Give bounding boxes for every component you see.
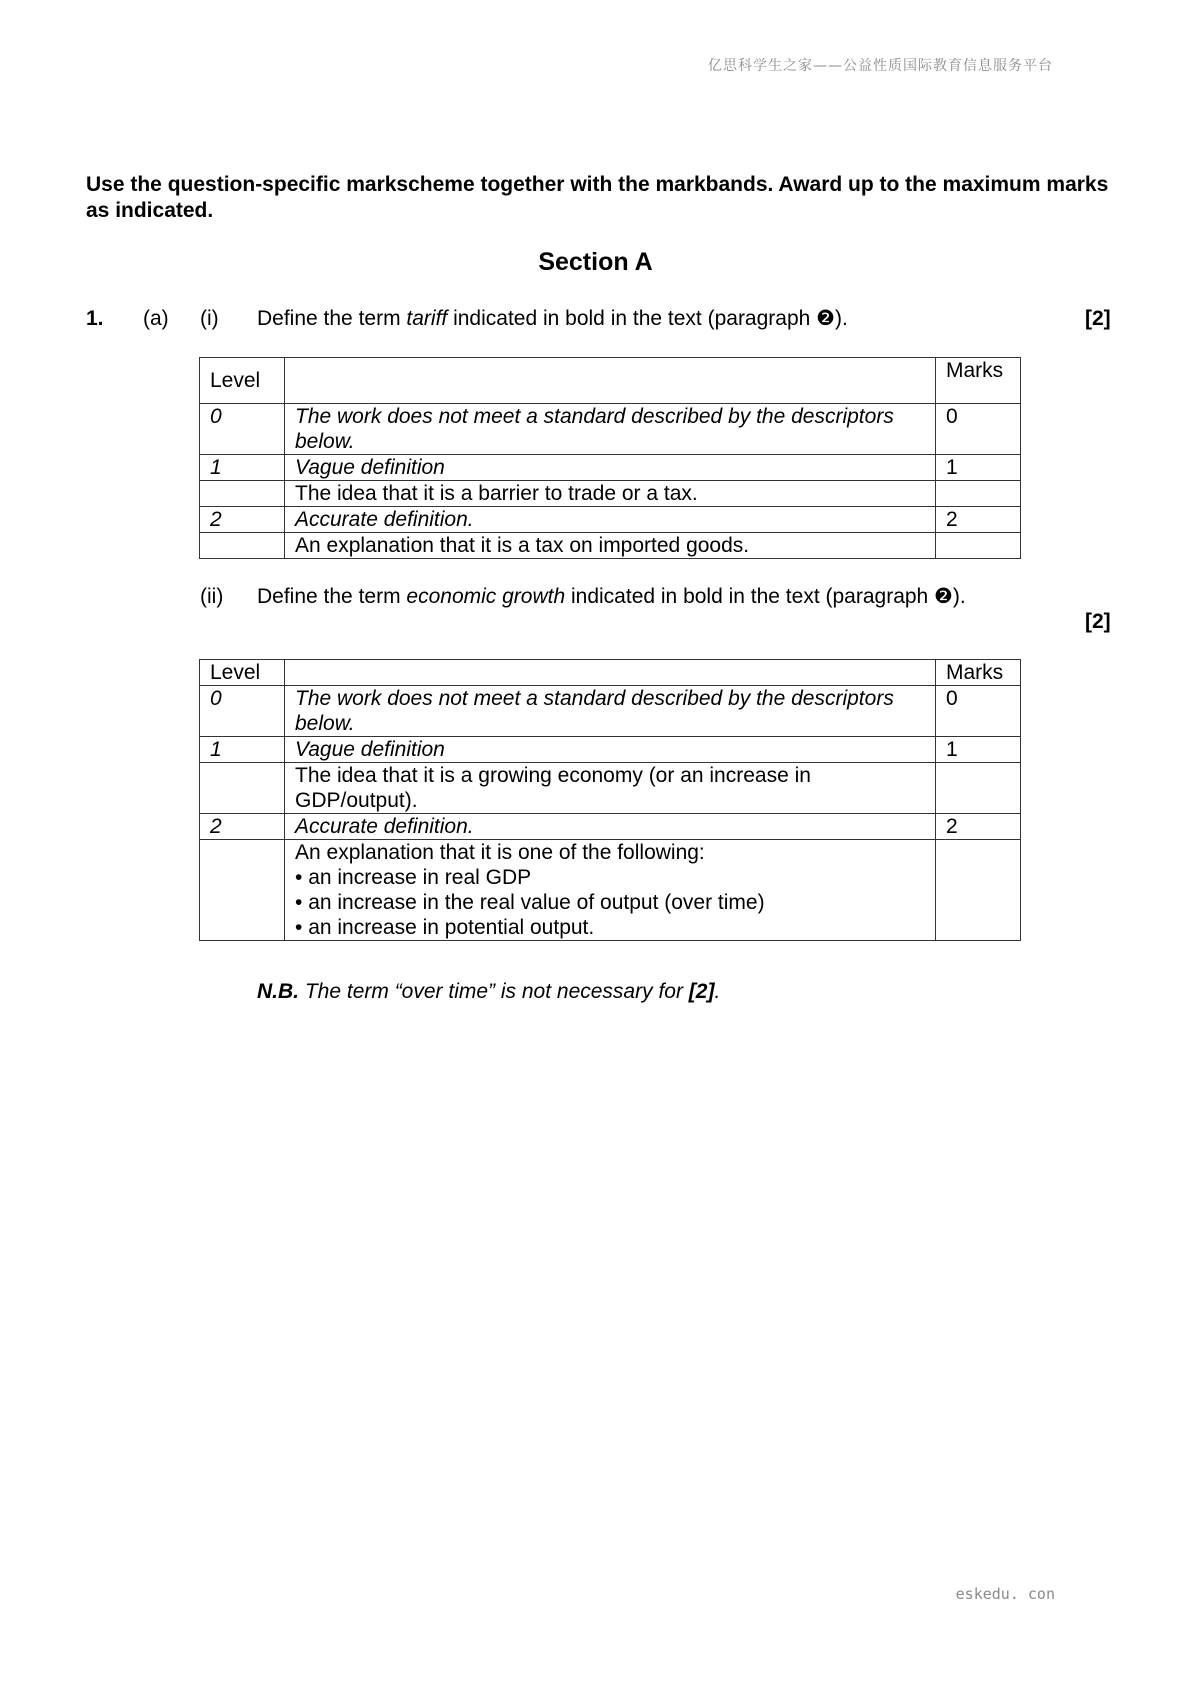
question-text-after: indicated in bold in the text (paragraph ❷). [565,585,966,608]
table-header-row [200,660,1021,686]
watermark-header: 亿思科学生之家——公益性质国际教育信息服务平台 [708,58,1053,74]
row-marks: 2 [936,507,1021,533]
row-level [200,533,285,559]
row-marks: 0 [936,404,1021,455]
watermark-footer: eskedu. con [955,1585,1055,1603]
row-desc-intro: An explanation that it is one of the following: [295,841,705,864]
question-text-before: Define the term [257,585,407,608]
table-row [200,455,1021,481]
row-desc: An explanation that it is a tax on imported goods. [285,533,936,559]
table-row [200,737,1021,763]
table-row [200,840,1021,941]
instruction-text: Use the question-specific markscheme together with the markbands. Award up to the maximum marks as indicated. [86,173,1109,222]
row-desc [285,840,936,941]
row-level: 0 [200,686,285,737]
table-row [200,814,1021,840]
table-header-row [200,358,1021,404]
question-part: (a) [143,307,169,330]
header-level: Level [200,358,285,404]
question-term: tariff [406,307,448,330]
question-number: 1. [86,307,104,330]
question-text-before: Define the term [257,307,407,330]
bullet-item: • an increase in real GDP [295,865,925,890]
note-prefix: N.B. [257,980,299,1003]
note-body: The term “over time” is not necessary for [299,980,689,1003]
row-desc: The idea that it is a barrier to trade or a tax. [285,481,936,507]
table-row [200,686,1021,737]
row-desc: The idea that it is a growing economy (or an increase in GDP/output). [285,763,936,814]
row-level: 1 [200,455,285,481]
row-desc: Accurate definition. [285,814,936,840]
row-level: 2 [200,507,285,533]
question-sub-ii-text [257,584,977,610]
note-suffix: . [714,980,721,1003]
row-marks: 1 [936,737,1021,763]
bullet-list [295,865,925,940]
question-term: economic growth [406,585,566,608]
markband-table-i [199,357,1021,559]
table-row [200,404,1021,455]
row-level: 1 [200,737,285,763]
table-row [200,763,1021,814]
question-sub-i-label: (i) [200,307,219,330]
row-marks: 2 [936,814,1021,840]
row-level [200,763,285,814]
question-sub-i-text [257,306,848,332]
header-marks: Marks [936,358,1021,404]
question-sub-ii-label: (ii) [200,585,224,608]
row-level: 0 [200,404,285,455]
row-desc: The work does not meet a standard described by the descriptors below. [285,686,936,737]
header-marks: Marks [936,660,1021,686]
bullet-item: • an increase in the real value of output (over time) [295,890,925,915]
markband-table-ii [199,659,1021,941]
header-level: Level [200,660,285,686]
table-row [200,507,1021,533]
row-desc: Vague definition [285,455,936,481]
row-level [200,481,285,507]
row-desc: Vague definition [285,737,936,763]
row-level: 2 [200,814,285,840]
row-level [200,840,285,941]
row-marks: 1 [936,455,1021,481]
question-text-after: indicated in bold in the text (paragraph ❷). [447,307,848,330]
question-sub-ii-marks: [2] [1085,610,1111,633]
row-marks [936,533,1021,559]
row-marks: 0 [936,686,1021,737]
note-text [257,980,720,1004]
row-desc: Accurate definition. [285,507,936,533]
bullet-item: • an increase in potential output. [295,915,925,940]
note-marks: [2] [688,980,715,1003]
table-row [200,481,1021,507]
row-marks [936,840,1021,941]
section-title: Section A [538,248,653,276]
header-desc [285,660,936,686]
row-desc: The work does not meet a standard described by the descriptors below. [285,404,936,455]
row-marks [936,481,1021,507]
row-marks [936,763,1021,814]
question-sub-i-marks: [2] [1085,307,1111,330]
table-row [200,533,1021,559]
header-desc [285,358,936,404]
